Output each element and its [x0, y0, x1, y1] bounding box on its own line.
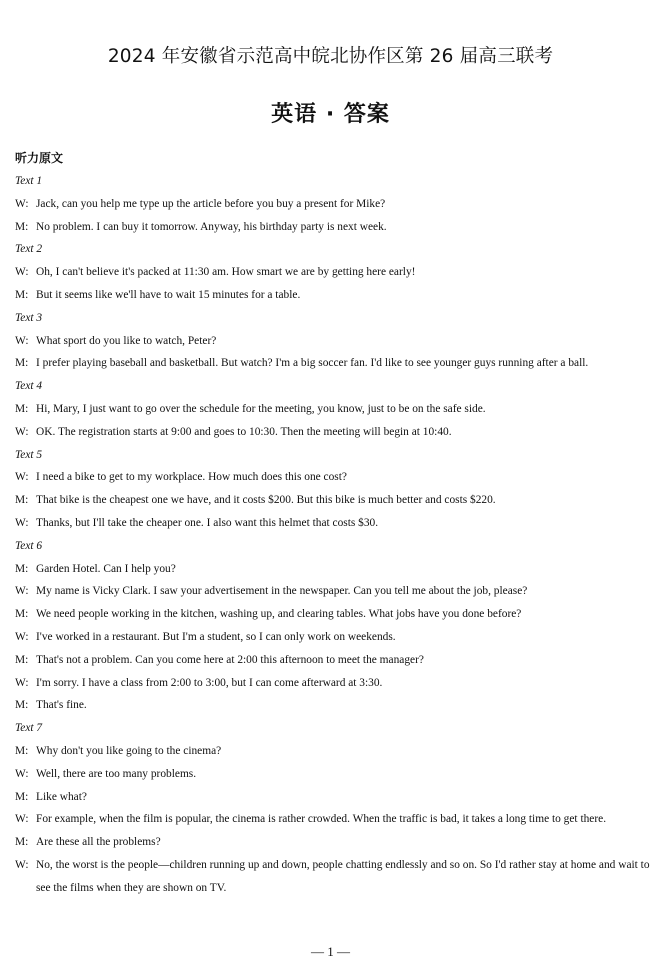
dialogue-text: For example, when the film is popular, the cinema is rather crowded. When the traffic is bad, it takes a long time to get there. — [36, 813, 607, 826]
speaker-label: W: — [15, 585, 29, 598]
speaker-label: M: — [15, 790, 29, 803]
speaker-label: W: — [15, 630, 29, 643]
dialogue-text: But it seems like we'll have to wait 15 minutes for a table. — [36, 288, 301, 301]
dialogue-line — [15, 626, 651, 649]
dialogue-line — [15, 466, 651, 489]
speaker-label: M: — [15, 357, 29, 370]
dialogue-text: No problem. I can buy it tomorrow. Anyway, his birthday party is next week. — [36, 220, 387, 233]
page-title: 2024 年安徽省示范高中皖北协作区第 26 届高三联考 — [107, 46, 554, 67]
dialogue-text: Like what? — [36, 790, 87, 803]
speaker-label: W: — [15, 471, 29, 484]
text-label: Text 2 — [15, 243, 43, 256]
dialogue-text: That's fine. — [36, 699, 87, 712]
speaker-label: M: — [15, 699, 29, 712]
section-heading: 听力原文 — [15, 151, 64, 165]
dialogue-line — [15, 694, 651, 717]
dialogue-line — [15, 193, 651, 216]
dialogue-text: We need people working in the kitchen, washing up, and clearing tables. What jobs have you done before? — [36, 608, 522, 621]
dialogue-line — [15, 831, 651, 854]
dialogue-text: Jack, can you help me type up the article before you buy a present for Mike? — [36, 197, 386, 210]
speaker-label: M: — [15, 402, 29, 415]
dialogue-text: My name is Vicky Clark. I saw your advertisement in the newspaper. Can you tell me about the job, please? — [36, 585, 528, 598]
speaker-label: M: — [15, 744, 29, 757]
dialogue-text: Garden Hotel. Can I help you? — [36, 562, 176, 575]
speaker-label: M: — [15, 220, 29, 233]
dialogue-line — [15, 603, 651, 626]
speaker-label: M: — [15, 494, 29, 507]
speaker-label: W: — [15, 334, 29, 347]
speaker-label: W: — [15, 858, 29, 871]
dialogue-line — [15, 284, 651, 307]
text-label: Text 1 — [15, 175, 43, 187]
speaker-label: M: — [15, 608, 29, 621]
transcript-content — [15, 170, 651, 900]
speaker-label: M: — [15, 562, 29, 575]
speaker-label: M: — [15, 653, 29, 666]
dialogue-line — [15, 763, 651, 786]
speaker-label: W: — [15, 767, 29, 780]
speaker-label: W: — [15, 197, 29, 210]
text-label: Text 4 — [15, 380, 43, 393]
speaker-label: M: — [15, 288, 29, 301]
text-label: Text 5 — [15, 448, 43, 461]
text-label: Text 7 — [15, 722, 43, 735]
speaker-label: W: — [15, 266, 29, 279]
dialogue-line — [15, 854, 651, 900]
dialogue-line — [15, 398, 651, 421]
dialogue-line — [15, 558, 651, 581]
dialogue-text: I prefer playing baseball and basketball. But watch? I'm a big soccer fan. I'd like to see younger guys running after a ball. — [36, 357, 589, 370]
speaker-label: M: — [15, 836, 29, 849]
dialogue-text: Well, there are too many problems. — [36, 767, 197, 780]
text-label: Text 3 — [15, 311, 43, 324]
dialogue-text: I've worked in a restaurant. But I'm a student, so I can only work on weekends. — [36, 630, 396, 643]
dialogue-text: That bike is the cheapest one we have, and it costs $200. But this bike is much better and costs $220. — [36, 494, 496, 507]
dialogue-line — [15, 352, 651, 375]
text-label: Text 6 — [15, 539, 43, 552]
dialogue-text: Why don't you like going to the cinema? — [36, 744, 222, 757]
dialogue-line — [15, 216, 651, 239]
dialogue-line — [15, 489, 651, 512]
dialogue-line — [15, 740, 651, 763]
speaker-label: W: — [15, 813, 29, 826]
dialogue-line — [15, 580, 651, 603]
speaker-label: W: — [15, 676, 29, 689]
dialogue-line — [15, 330, 651, 353]
dialogue-line — [15, 649, 651, 672]
dialogue-text: I'm sorry. I have a class from 2:00 to 3:00, but I can come afterward at 3:30. — [36, 676, 383, 689]
dialogue-text: Hi, Mary, I just want to go over the schedule for the meeting, you know, just to be on the safe side. — [36, 402, 486, 415]
dialogue-line — [15, 808, 651, 831]
dialogue-text: OK. The registration starts at 9:00 and goes to 10:30. Then the meeting will begin at 10:40. — [36, 425, 452, 438]
dialogue-text: What sport do you like to watch, Peter? — [36, 334, 217, 347]
dialogue-line — [15, 786, 651, 809]
dialogue-text: No, the worst is the people—children running up and down, people chatting endlessly and so on. So I'd rather stay at home and wait to see the films when they are shown on TV. — [36, 858, 650, 894]
speaker-label: W: — [15, 516, 29, 529]
dialogue-text: Are these all the problems? — [36, 836, 161, 849]
speaker-label: W: — [15, 425, 29, 438]
dialogue-text: That's not a problem. Can you come here at 2:00 this afternoon to meet the manager? — [36, 653, 424, 666]
dialogue-text: Thanks, but I'll take the cheaper one. I also want this helmet that costs $30. — [36, 516, 379, 529]
dialogue-line — [15, 512, 651, 535]
dialogue-text: Oh, I can't believe it's packed at 11:30 am. How smart we are by getting here early! — [36, 266, 416, 279]
dialogue-line — [15, 421, 651, 444]
subject-title: 英语 · 答案 — [271, 102, 390, 127]
dialogue-text: I need a bike to get to my workplace. How much does this one cost? — [36, 471, 347, 484]
page-number: — 1 — — [311, 944, 350, 959]
dialogue-line — [15, 672, 651, 695]
dialogue-line — [15, 261, 651, 284]
